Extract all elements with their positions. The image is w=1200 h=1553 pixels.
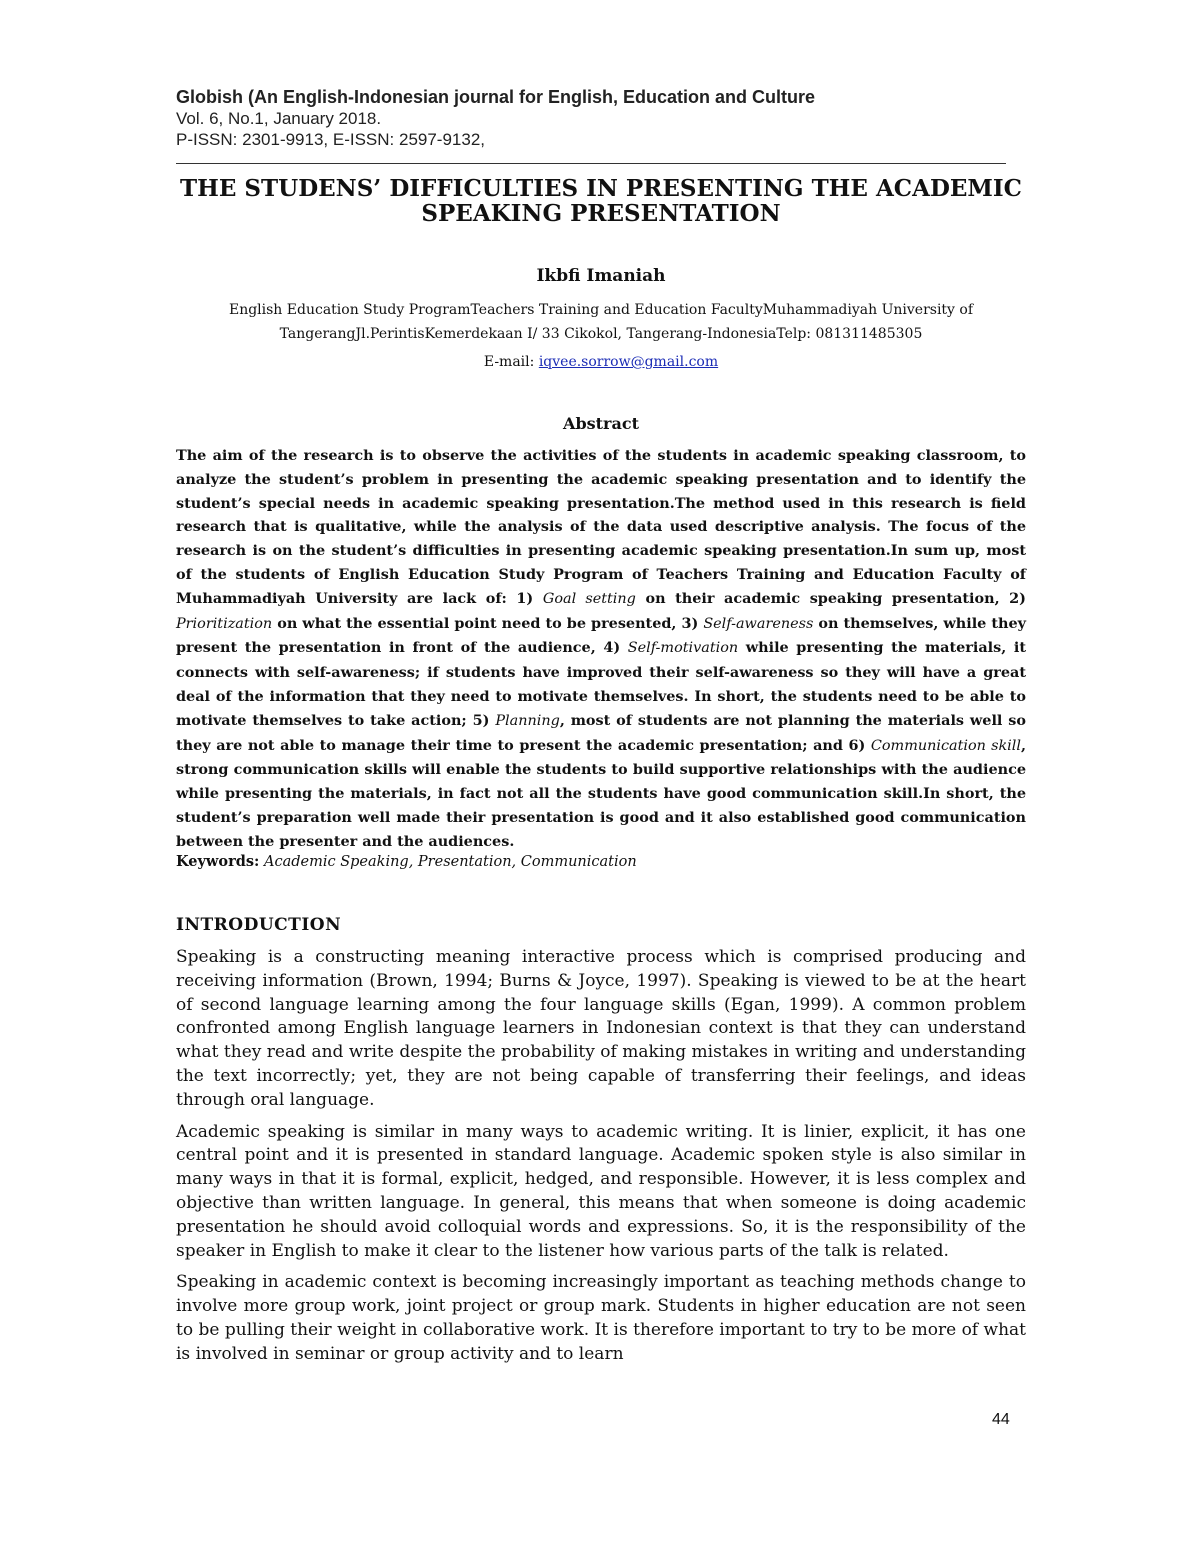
journal-header [176,86,1026,150]
journal-issn: P-ISSN: 2301-9913, E-ISSN: 2597-9132, [176,130,486,149]
body-paragraph: Speaking in academic context is becoming increasingly important as teaching methods change to involve more group work, joint project or group mark. Students in higher education are not seen to be pulling their weight in collaborative work. It is therefore important to try to be more of what is involved in seminar or group activity and to learn [176,1272,1026,1364]
introduction-heading: INTRODUCTION [176,915,342,935]
body-paragraph: Academic speaking is similar in many ways to academic writing. It is linier, explicit, it has one central point and it is presented in standard language. Academic spoken style is also similar in many ways in that it is formal, explicit, hedged, and responsible. However, it is less complex and objective than written language. In general, this means that when someone is doing academic presentation he should avoid colloquial words and expressions. So, it is the responsibility of the speaker in English to make it clear to the listener how various parts of the talk is related. [176,1121,1026,1261]
header-divider [176,163,1006,164]
author-email [176,354,1026,370]
abstract-segment: , most of students are not planning the materials well so they are not able to manage their time to present the academic presentation; and 6) [176,711,1026,754]
journal-volume: Vol. 6, No.1, January 2018. [176,109,382,128]
article-title: THE STUDENS’ DIFFICULTIES IN PRESENTING THE ACADEMIC SPEAKING PRESENTATION [180,175,1022,227]
abstract-segment: on what the essential point need to be presented, 3) [272,614,704,632]
abstract-emphasis: Communication skill [870,737,1021,754]
author-name: Ikbfi Imaniah [536,266,666,286]
abstract-text [176,444,1026,854]
keywords-values: Academic Speaking, Presentation, Communication [259,854,637,870]
abstract-heading: Abstract [563,414,639,433]
abstract-emphasis: Goal setting [542,590,636,607]
keywords [176,853,1026,870]
abstract-emphasis: Self-awareness [703,615,814,632]
journal-title: Globish (An English-Indonesian journal for English, Education and Culture [176,87,816,107]
abstract-segment: while presenting the materials, it connects with self-awareness; if students have improved their self-awareness so they will have a great deal of the information that they need to motivate themselves. In short, the students need to be able to motivate themselves to take action; 5) [176,639,1026,729]
body-paragraph: Speaking is a constructing meaning interactive process which is comprised producing and receiving information (Brown, 1994; Burns & Joyce, 1997). Speaking is viewed to be at the heart of second language learning among the four language skills (Egan, 1999). A common problem confronted among English language learners in Indonesian context is that they can understand what they read and write despite the probability of making mistakes in writing and understanding the text incorrectly; yet, they are not being capable of transferring their feelings, and ideas through oral language. [176,947,1026,1110]
abstract-emphasis: Self-motivation [627,640,739,657]
affiliation-line: TangerangJl.PerintisKemerdekaan I/ 33 Cikokol, Tangerang-IndonesiaTelp: 081311485305 [279,326,923,342]
keywords-label: Keywords: [176,853,260,870]
page-number: 44 [992,1411,1010,1428]
email-link[interactable]: iqvee.sorrow@gmail.com [538,354,719,370]
author-affiliation [176,298,1026,346]
abstract-emphasis: Prioritization [176,615,273,632]
abstract-segment: , strong communication skills will enable the students to build supportive relationships with the audience while presenting the materials, in fact not all the students have good communication skill.In short, the student’s preparation well made their presentation is good and it also established good communication between the presenter and the audiences. [176,736,1026,850]
abstract-emphasis: Planning [495,712,560,729]
abstract-segment: The aim of the research is to observe the activities of the students in academic speaking classroom, to analyze the student’s problem in presenting the academic speaking presentation and to identify the student’s special needs in academic speaking presentation.The method used in this research is field research that is qualitative, while the analysis of the data used descriptive analysis. The focus of the research is on the student’s difficulties in presenting academic speaking presentation.In sum up, most of the students of English Education Study Program of Teachers Training and Education Faculty of Muhammadiyah University are lack of: 1) [176,447,1026,607]
affiliation-line: English Education Study ProgramTeachers Training and Education FacultyMuhammadiyah University of [228,302,974,318]
introduction-body [176,946,1026,1375]
abstract-segment: on themselves, while they present the presentation in front of the audience, 4) [176,614,1027,657]
abstract-segment: on their academic speaking presentation, 2) [635,589,1026,607]
email-label: E-mail: [483,354,539,370]
